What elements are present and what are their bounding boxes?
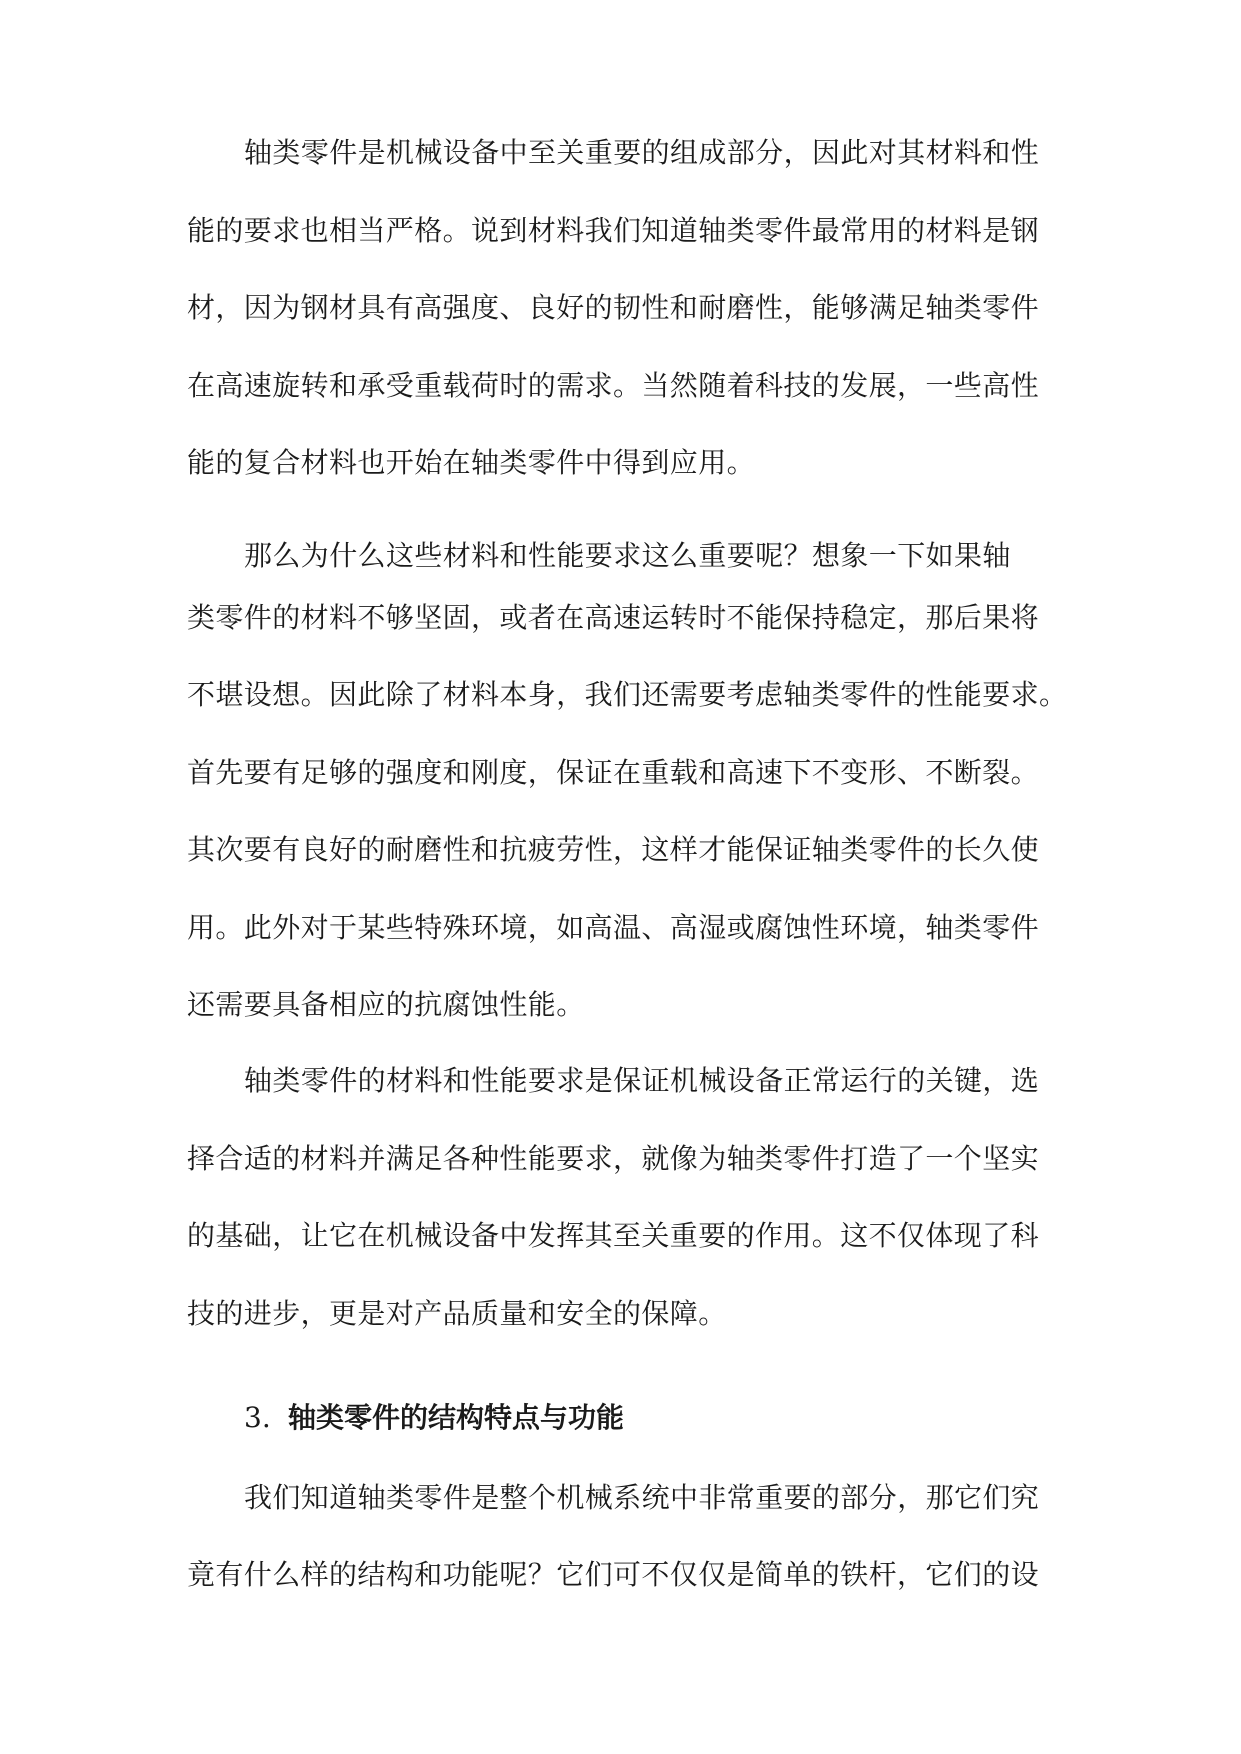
paragraph-line: 竟有什么样的结构和功能呢？它们可不仅仅是简单的铁杆，它们的设	[187, 1558, 1040, 1591]
paragraph-line: 首先要有足够的强度和刚度，保证在重载和高速下不变形、不断裂。	[187, 756, 1040, 789]
paragraph-line: 在高速旋转和承受重载荷时的需求。当然随着科技的发展，一些高性	[187, 369, 1040, 402]
paragraph-line: 类零件的材料不够坚固，或者在高速运转时不能保持稳定，那后果将	[187, 601, 1040, 634]
section-number: 3.	[244, 1401, 271, 1434]
paragraph-line: 轴类零件的材料和性能要求是保证机械设备正常运行的关键，选	[244, 1064, 1040, 1097]
paragraph-line: 择合适的材料并满足各种性能要求，就像为轴类零件打造了一个坚实	[187, 1142, 1040, 1175]
paragraph-line: 能的复合材料也开始在轴类零件中得到应用。	[187, 446, 756, 479]
paragraph-line: 技的进步，更是对产品质量和安全的保障。	[187, 1297, 727, 1330]
paragraph-line: 用。此外对于某些特殊环境，如高温、高湿或腐蚀性环境，轴类零件	[187, 911, 1040, 944]
paragraph-line: 还需要具备相应的抗腐蚀性能。	[187, 988, 585, 1021]
paragraph-line: 的基础，让它在机械设备中发挥其至关重要的作用。这不仅体现了科	[187, 1219, 1040, 1252]
paragraph-line: 那么为什么这些材料和性能要求这么重要呢？想象一下如果轴	[244, 539, 1011, 572]
paragraph-line: 能的要求也相当严格。说到材料我们知道轴类零件最常用的材料是钢	[187, 214, 1040, 247]
paragraph-line: 我们知道轴类零件是整个机械系统中非常重要的部分，那它们究	[244, 1481, 1040, 1514]
paragraph-line: 材，因为钢材具有高强度、良好的韧性和耐磨性，能够满足轴类零件	[187, 291, 1040, 324]
section-title: 轴类零件的结构特点与功能	[288, 1401, 625, 1434]
paragraph-line: 其次要有良好的耐磨性和抗疲劳性，这样才能保证轴类零件的长久使	[187, 833, 1040, 866]
paragraph-line: 轴类零件是机械设备中至关重要的组成部分，因此对其材料和性	[244, 136, 1040, 169]
paragraph-line: 不堪设想。因此除了材料本身，我们还需要考虑轴类零件的性能要求。	[187, 678, 1068, 711]
